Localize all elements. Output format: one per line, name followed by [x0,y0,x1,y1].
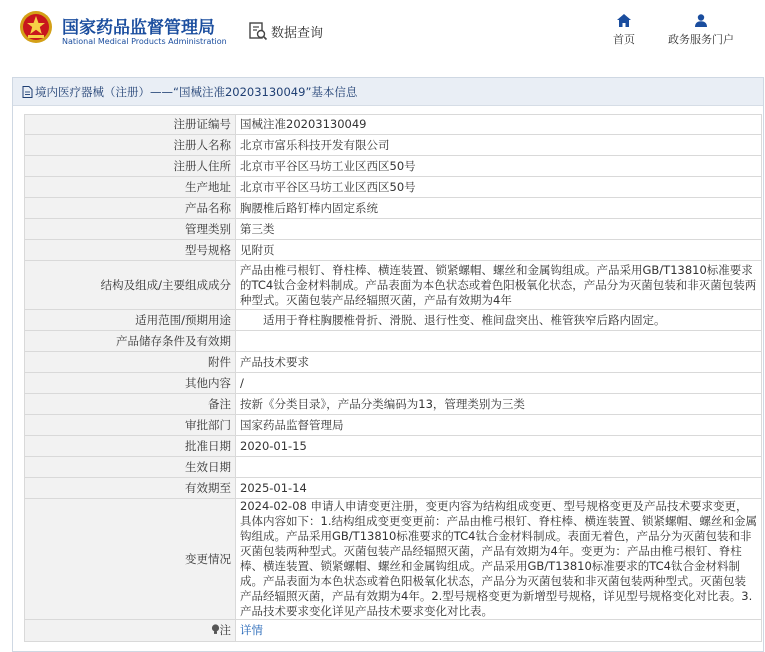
table-row [25,240,762,261]
nav-home-label: 首页 [613,33,635,46]
row-label: 注册人住所 [25,156,236,177]
row-value: 国家药品监督管理局 [236,415,762,436]
row-value: 产品技术要求 [236,352,762,373]
row-value: 第三类 [236,219,762,240]
row-value: 见附页 [236,240,762,261]
data-query-link[interactable] [248,20,323,42]
lightbulb-icon [211,624,220,635]
nav-service-portal[interactable] [658,14,744,47]
row-label: 产品储存条件及有效期 [25,331,236,352]
site-logo-subtitle: National Medical Products Administration [62,37,227,46]
home-icon [617,14,631,27]
row-label: 管理类别 [25,219,236,240]
row-label: 其他内容 [25,373,236,394]
table-row-note [25,620,762,642]
row-value: 胸腰椎后路钉棒内固定系统 [236,198,762,219]
row-value [236,457,762,478]
table-row [25,415,762,436]
data-query-icon [248,21,268,41]
row-label: 备注 [25,394,236,415]
row-value: 产品由椎弓根钉、脊柱棒、横连装置、锁紧螺帽、螺丝和金属钩组成。产品采用GB/T13810标准要求的TC4钛合金材料制成。产品表面为本色状态或着色阳极氧化状态，产品分为灭菌包装和非灭菌包装两种型式。灭菌包装产品经辐照灭菌，产品有效期为4年 [236,261,762,310]
site-header [0,0,765,66]
note-label-cell [25,620,236,642]
table-row [25,394,762,415]
table-row [25,478,762,499]
table-row [25,331,762,352]
table-row [25,261,762,310]
site-logo-title[interactable]: 国家药品监督管理局 [62,18,215,38]
table-row [25,310,762,331]
row-value: 按新《分类目录》，产品分类编码为13，管理类别为三类 [236,394,762,415]
note-value-cell [236,620,762,642]
table-row [25,135,762,156]
table-row [25,352,762,373]
note-label: 注 [219,623,231,637]
user-icon [694,14,708,27]
row-label: 型号规格 [25,240,236,261]
row-value: 适用于脊柱胸腰椎骨折、滑脱、退行性变、椎间盘突出、椎管狭窄后路内固定。 [236,310,762,331]
row-label: 变更情况 [25,499,236,620]
row-value: 2024-02-08 申请人申请变更注册，变更内容为结构组成变更、型号规格变更及产品技术要求变更，具体内容如下：1.结构组成变更变更前：产品由椎弓根钉、脊柱棒、横连装置、锁紧螺帽、螺丝和金属钩组成。产品采用GB/T13810标准要求的TC4钛合金材料制成。表面无着色，产品分为灭菌包装和非灭菌包装两种型式。灭菌包装产品经辐照灭菌，产品有效期为4年。变更为：产品由椎弓根钉、脊柱棒、横连装置、锁紧螺帽、螺丝和金属钩组成。产品采用GB/T13810标准要求的TC4钛合金材料制成。产品表面为本色状态或着色阳极氧化状态，产品分为灭菌包装和非灭菌包装两种型式。灭菌包装产品经辐照灭菌，产品有效期为4年。2.型号规格变更为新增型号规格，详见型号规格变化对比表。3.产品技术要求变化详见产品技术要求变化对比表。 [236,499,762,620]
panel-title [13,78,763,106]
details-link[interactable]: 详情 [240,623,263,637]
nmpa-emblem-icon [19,10,53,44]
registration-info-table [24,114,762,642]
data-query-label: 数据查询 [271,25,324,41]
row-label: 有效期至 [25,478,236,499]
row-label: 注册人名称 [25,135,236,156]
table-row [25,499,762,620]
row-label: 附件 [25,352,236,373]
nav-service-label: 政务服务门户 [668,33,734,46]
row-label: 生效日期 [25,457,236,478]
row-value: 2025-01-14 [236,478,762,499]
row-label: 适用范围/预期用途 [25,310,236,331]
table-row [25,198,762,219]
row-value: 2020-01-15 [236,436,762,457]
row-value [236,331,762,352]
table-row [25,156,762,177]
row-value: 国械注准20203130049 [236,115,762,135]
row-label: 注册证编号 [25,115,236,135]
document-icon [22,86,33,98]
table-row [25,177,762,198]
table-row [25,457,762,478]
row-value: 北京市平谷区马坊工业区西区50号 [236,177,762,198]
panel-title-text: 境内医疗器械（注册）——“国械注准20203130049”基本信息 [35,84,358,99]
row-label: 产品名称 [25,198,236,219]
row-label: 批准日期 [25,436,236,457]
row-value: 北京市平谷区马坊工业区西区50号 [236,156,762,177]
table-row [25,219,762,240]
row-label: 结构及组成/主要组成成分 [25,261,236,310]
table-row [25,373,762,394]
nav-home[interactable] [609,14,639,47]
row-label: 审批部门 [25,415,236,436]
row-value: / [236,373,762,394]
table-row [25,436,762,457]
info-panel [12,77,764,652]
row-value: 北京市富乐科技开发有限公司 [236,135,762,156]
table-row [25,115,762,135]
row-label: 生产地址 [25,177,236,198]
